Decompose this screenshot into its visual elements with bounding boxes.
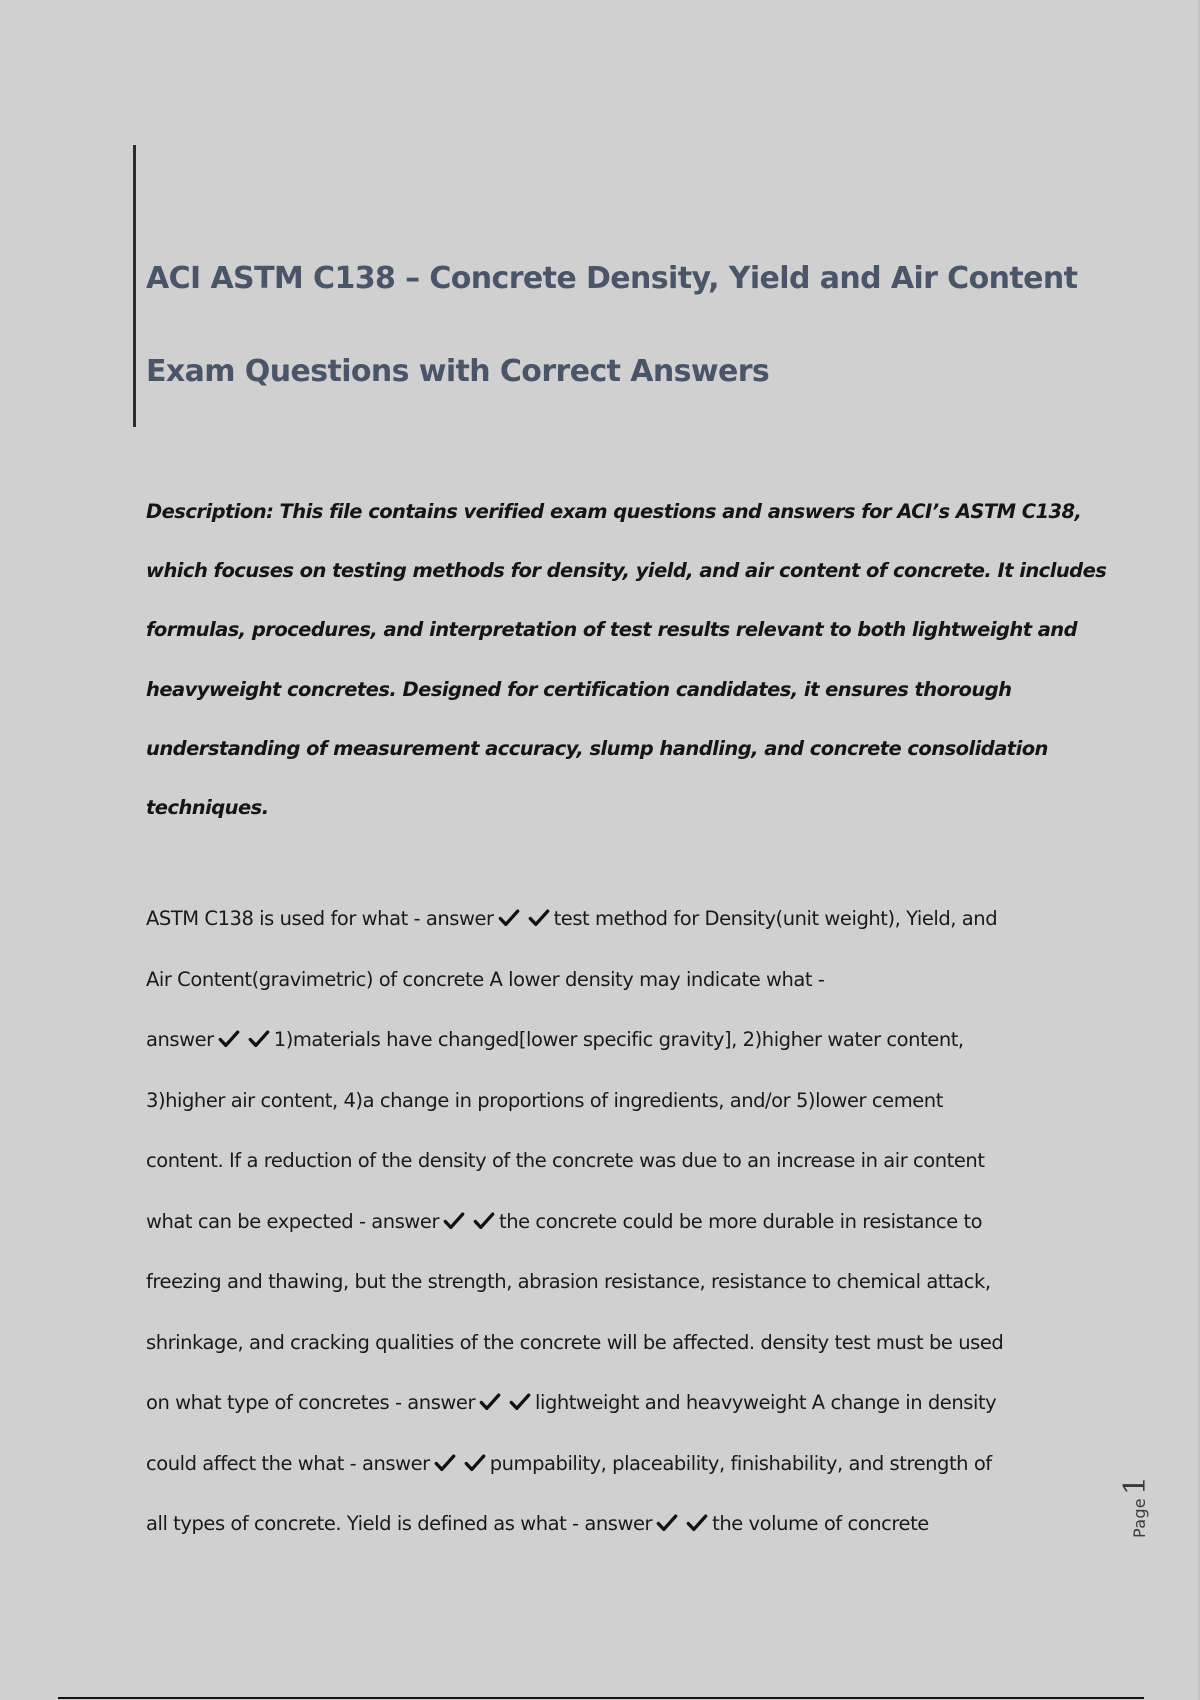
qa-line (146, 1131, 1086, 1192)
qa-text: lightweight and heavyweight A change in density (535, 1391, 997, 1414)
check-icon (528, 907, 550, 929)
qa-text: the concrete could be more durable in resistance to (499, 1209, 983, 1233)
qa-text: ASTM C138 is used for what - answer (146, 907, 494, 930)
qa-line (146, 1494, 1086, 1555)
qa-text: on what type of concretes - answer (146, 1391, 476, 1414)
description-line: understanding of measurement accuracy, slump handling, and concrete consolidation (146, 736, 1048, 760)
document-title (146, 232, 1106, 418)
question-answer-body (146, 889, 1086, 1555)
qa-line (146, 1192, 1086, 1253)
check-icon (434, 1452, 456, 1474)
check-icon (473, 1210, 495, 1232)
qa-text: content. If a reduction of the density of the concrete was due to an increase in air content (146, 1149, 985, 1172)
check-icon (498, 907, 520, 929)
description-block (146, 482, 1107, 837)
qa-text: answer (146, 1028, 214, 1051)
qa-text: the volume of concrete (712, 1512, 929, 1535)
qa-line (146, 1434, 1086, 1495)
qa-line (146, 1010, 1086, 1071)
check-icon (218, 1028, 240, 1050)
qa-text: 1)materials have changed[lower specific gravity], 2)higher water content, (273, 1028, 964, 1051)
qa-text: 3)higher air content, 4)a change in proportions of ingredients, and/or 5)lower cement (146, 1088, 943, 1112)
page-number-value: 1 (1118, 1475, 1153, 1496)
check-icon (479, 1391, 501, 1413)
qa-line (146, 1313, 1086, 1374)
qa-line (146, 1373, 1086, 1434)
qa-text: all types of concrete. Yield is defined as what - answer (146, 1512, 653, 1535)
qa-text: pumpability, placeability, finishability, and strength of (489, 1451, 992, 1475)
check-icon (656, 1512, 678, 1534)
description-line: which focuses on testing methods for density, yield, and air content of concrete. It includes (146, 559, 1107, 583)
description-line: heavyweight concretes. Designed for certification candidates, it ensures thorough (146, 677, 1012, 701)
qa-line (146, 889, 1086, 950)
title-left-border (133, 145, 136, 427)
footer-divider (58, 1697, 1144, 1699)
page-number (1118, 1475, 1158, 1538)
title-line-2: Exam Questions with Correct Answers (146, 354, 770, 389)
qa-text: Air Content(gravimetric) of concrete A lower density may indicate what - (146, 967, 825, 991)
title-line-1: ACI ASTM C138 – Concrete Density, Yield and Air Content (146, 261, 1078, 296)
description-line: techniques. (146, 796, 269, 820)
qa-text: test method for Density(unit weight), Yield, and (553, 907, 998, 930)
qa-line (146, 950, 1086, 1011)
check-icon (464, 1452, 486, 1474)
qa-text: freezing and thawing, but the strength, abrasion resistance, resistance to chemical attack, (146, 1270, 991, 1293)
check-icon (443, 1210, 465, 1232)
check-icon (509, 1391, 531, 1413)
check-icon (686, 1512, 708, 1534)
qa-text: what can be expected - answer (146, 1209, 440, 1233)
qa-line (146, 1252, 1086, 1313)
description-line: Description: This file contains verified exam questions and answers for ACI’s ASTM C138, (146, 500, 1082, 523)
page-label: Page (1130, 1498, 1149, 1538)
qa-text: shrinkage, and cracking qualities of the concrete will be affected. density test must be used (146, 1330, 1004, 1354)
qa-line (146, 1071, 1086, 1132)
qa-text: could affect the what - answer (146, 1451, 430, 1475)
check-icon (248, 1028, 270, 1050)
description-line: formulas, procedures, and interpretation of test results relevant to both lightweight and (146, 618, 1078, 642)
